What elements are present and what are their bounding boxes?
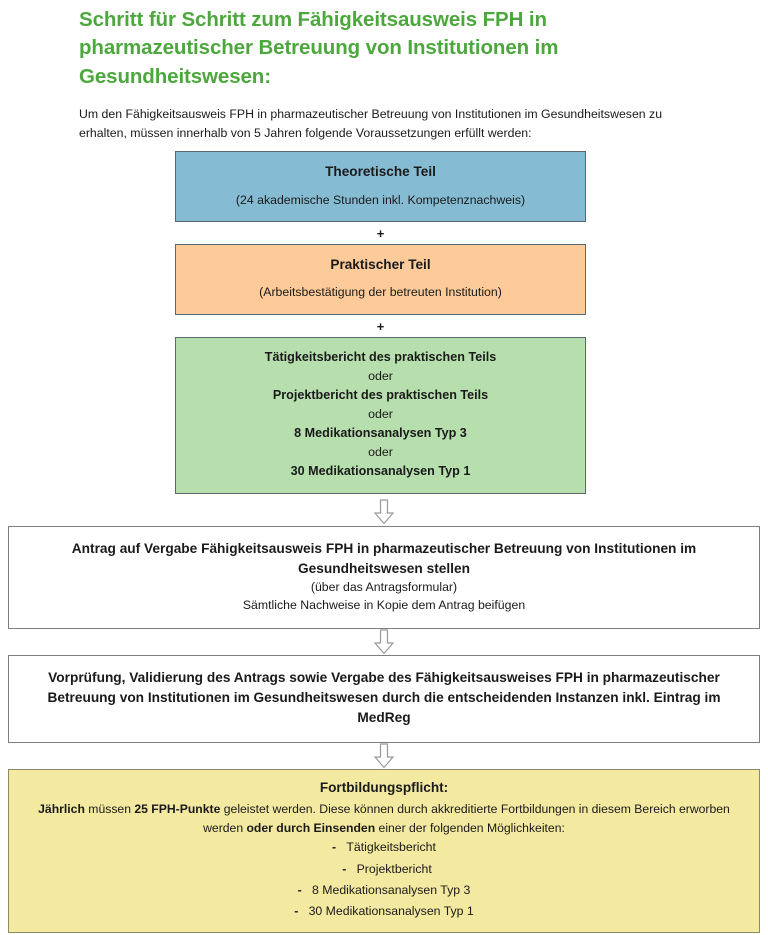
bullet-dash-icon: - — [294, 903, 299, 918]
bullet-dash-icon: - — [297, 882, 302, 897]
ce-body-run: 25 FPH-Punkte — [134, 802, 221, 817]
practical-part-subtitle: (Arbeitsbestätigung der betreuten Institution) — [259, 285, 502, 300]
ce-list-item — [19, 859, 749, 880]
down-arrow-icon — [372, 499, 396, 525]
proof-line: oder — [368, 407, 393, 421]
ce-list-item-label: 30 Medikationsanalysen Typ 1 — [308, 903, 474, 918]
ce-list-item-label: Tätigkeitsbericht — [346, 840, 436, 855]
theoretical-part-subtitle: (24 akademische Stunden inkl. Kompetenznachweis) — [235, 192, 526, 207]
intro-paragraph: Um den Fähigkeitsausweis FPH in pharmazeutischer Betreuung von Institutionen im Gesundheitswesen zu erhalten, müssen innerhalb von 5 Jahren folgende Voraussetzungen erfüllt werden: — [79, 106, 663, 140]
page-title: Schritt für Schritt zum Fähigkeitsausweis FPH in pharmazeutischer Betreuung von Institutionen im Gesundheitswesen: — [79, 8, 559, 88]
review-step-title: Vorprüfung, Validierung des Antrags sowie Vergabe des Fähigkeitsausweises FPH in pharmazeutischer Betreuung von Institutionen im Gesundheitswesen durch die entscheidenden Instanzen inkl. Eintrag im MedReg — [47, 670, 721, 726]
proof-line: 30 Medikationsanalysen Typ 1 — [290, 463, 471, 478]
continuing-education-body — [19, 800, 749, 837]
ce-list-item — [19, 880, 749, 901]
application-step-subline-2: Sämtliche Nachweise in Kopie dem Antrag beifügen — [242, 597, 526, 612]
theoretical-part-box — [175, 151, 586, 222]
ce-body-run: Jährlich — [38, 802, 85, 817]
flow-arrow-3 — [8, 743, 760, 769]
application-step-title: Antrag auf Vergabe Fähigkeitsausweis FPH in pharmazeutischer Betreuung von Institutionen im Gesundheitswesen stellen — [71, 540, 697, 576]
proof-line: oder — [368, 369, 393, 384]
ce-body-run: oder durch Einsenden — [246, 820, 376, 835]
bullet-dash-icon: - — [332, 840, 337, 855]
ce-list-item — [19, 837, 749, 858]
ce-body-run: geleistet werden. Diese können durch akkreditierte Fortbildungen in diesem Bereich erworben werden — [203, 802, 730, 835]
proof-line: Projektbericht des praktischen Teils — [272, 387, 489, 402]
process-stack — [8, 526, 760, 933]
theoretical-part-title: Theoretische Teil — [325, 164, 436, 180]
flow-arrow-1 — [0, 498, 768, 526]
proof-options-box — [175, 337, 586, 494]
review-step-box — [8, 655, 760, 743]
continuing-education-title: Fortbildungspflicht: — [319, 779, 449, 795]
ce-list-item — [19, 901, 749, 922]
plus-separator-1: + — [376, 226, 385, 242]
practical-part-title: Praktischer Teil — [330, 257, 431, 273]
plus-separator-2: + — [376, 318, 385, 334]
proof-line: Tätigkeitsbericht des praktischen Teils — [264, 349, 497, 364]
proof-line: oder — [368, 444, 393, 459]
ce-body-run: einer der folgenden Möglichkeiten: — [375, 820, 565, 835]
down-arrow-icon — [372, 743, 396, 769]
application-step-box — [8, 526, 760, 629]
continuing-education-box — [8, 769, 760, 933]
practical-part-box — [175, 244, 586, 315]
bullet-dash-icon: - — [342, 861, 347, 876]
proof-line: 8 Medikationsanalysen Typ 3 — [294, 425, 467, 440]
application-step-subline-1: (über das Antragsformular) — [310, 579, 458, 594]
ce-list-item-label: 8 Medikationsanalysen Typ 3 — [311, 882, 471, 897]
down-arrow-icon — [372, 629, 396, 655]
flow-arrow-2 — [8, 629, 760, 655]
ce-body-run: müssen — [84, 802, 135, 817]
ce-list-item-label: Projektbericht — [356, 861, 432, 876]
requirements-stack — [175, 142, 586, 494]
